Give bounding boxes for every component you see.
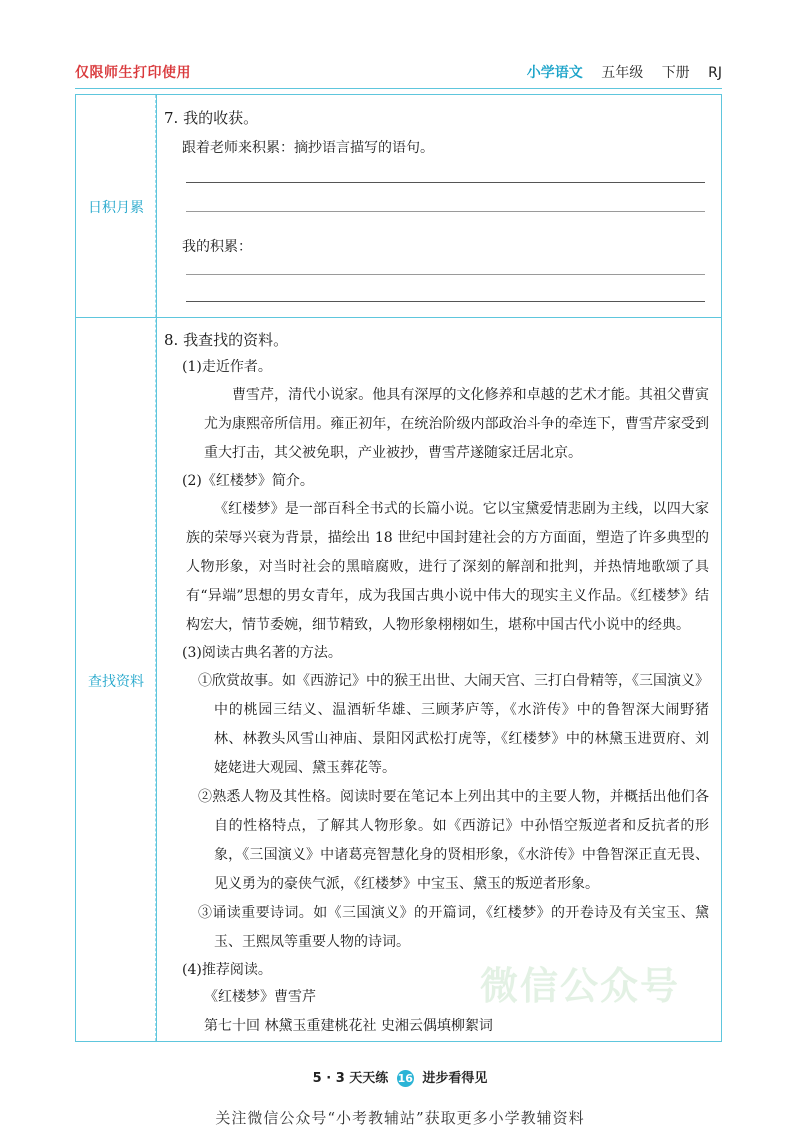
watermark: 微信公众号 — [480, 964, 681, 1008]
my-accumulation-label: 我的积累： — [182, 239, 252, 255]
column-dotted-edge — [155, 95, 159, 1041]
footer-slogan: 进步看得见 — [422, 1071, 488, 1086]
question-7-title: 7. 我的收获。 — [164, 109, 259, 127]
method-recite-poems: ③诵读重要诗词。如《三国演义》的开篇词，《红楼梦》的开卷诗及有关宝玉、黛玉、王熙凤等重要人物的诗词。 — [198, 905, 709, 950]
novel-intro-paragraph: 《红楼梦》是一部百科全书式的长篇小说。它以宝黛爱情悲剧为主线，以四大家族的荣辱兴衰为背景，描绘出 18 世纪中国封建社会的方方面面，塑造了许多典型的人物形象，对当时社会的黑暗腐败，进行了深刻的解剖和批判，并热情地歌颂了具有“异端”思想的男女青年，成为我国古典小说中伟大的现实主义作品。《红楼梦》结构宏大，情节委婉，细节精致，人物形象栩栩如生，堪称中国古代小说中的经典。 — [186, 501, 709, 633]
section-label-daily-accumulation: 日积月累 — [88, 200, 144, 216]
section-label-column — [76, 95, 157, 1041]
section-label-find-materials: 查找资料 — [88, 674, 144, 690]
page-footer — [0, 1067, 800, 1087]
question-8-title: 8. 我查找的资料。 — [164, 331, 289, 349]
recommended-chapter: 第七十回 林黛玉重建桃花社 史湘云偶填柳絮词 — [204, 1018, 493, 1034]
worksheet-table — [75, 94, 722, 1042]
header-divider — [75, 88, 722, 89]
section-my-materials — [164, 327, 713, 1040]
header-book-info — [527, 62, 722, 82]
header-grade: 五年级 — [601, 65, 644, 81]
promo-note: 关注微信公众号“小考教辅站”获取更多小学教辅资料 — [215, 1109, 585, 1127]
author-heading: (1)走近作者。 — [182, 359, 272, 375]
method-know-characters: ②熟悉人物及其性格。阅读时要在笔记本上列出其中的主要人物，并概括出他们各自的性格特点，了解其人物形象。如《西游记》中孙悟空叛逆者和反抗者的形象，《三国演义》中诸葛亮智慧化身的贤相形象，《水浒传》中鲁智深正直无畏、见义勇为的豪侠气派，《红楼梦》中宝玉、黛玉的叛逆者形象。 — [198, 789, 709, 892]
novel-intro-heading: (2)《红楼梦》简介。 — [182, 473, 314, 489]
header-usage-note: 仅限师生打印使用 — [75, 65, 191, 81]
section-divider — [76, 317, 721, 318]
footer-brand: 5 · 3 天天练 — [312, 1071, 389, 1086]
writing-line[interactable] — [186, 301, 705, 302]
method-appreciate-stories: ①欣赏故事。如《西游记》中的猴王出世、大闹天宫、三打白骨精等，《三国演义》中的桃园三结义、温酒斩华雄、三顾茅庐等，《水浒传》中的鲁智深大闹野猪林、林教头风雪山神庙、景阳冈武松打虎等，《红楼梦》中的林黛玉进贾府、刘姥姥进大观园、黛玉葬花等。 — [198, 673, 709, 776]
question-7-prompt: 跟着老师来积累：摘抄语言描写的语句。 — [182, 140, 434, 156]
section-my-harvest — [164, 105, 713, 302]
header-volume: 下册 — [661, 65, 690, 81]
reading-method-heading: (3)阅读古典名著的方法。 — [182, 645, 342, 661]
recommended-book: 《红楼梦》曹雪芹 — [204, 989, 316, 1005]
header-subject: 小学语文 — [526, 65, 583, 81]
recommended-reading-heading: (4)推荐阅读。 — [182, 962, 272, 978]
header-edition: RJ — [708, 65, 722, 81]
author-paragraph: 曹雪芹，清代小说家。他具有深厚的文化修养和卓越的艺术才能。其祖父曹寅尤为康熙帝所信用。雍正初年，在统治阶级内部政治斗争的牵连下，曹雪芹家受到重大打击，其父被免职，产业被抄，曹雪芹遂随家迁居北京。 — [204, 387, 709, 461]
page-number-badge: 16 — [397, 1072, 413, 1085]
